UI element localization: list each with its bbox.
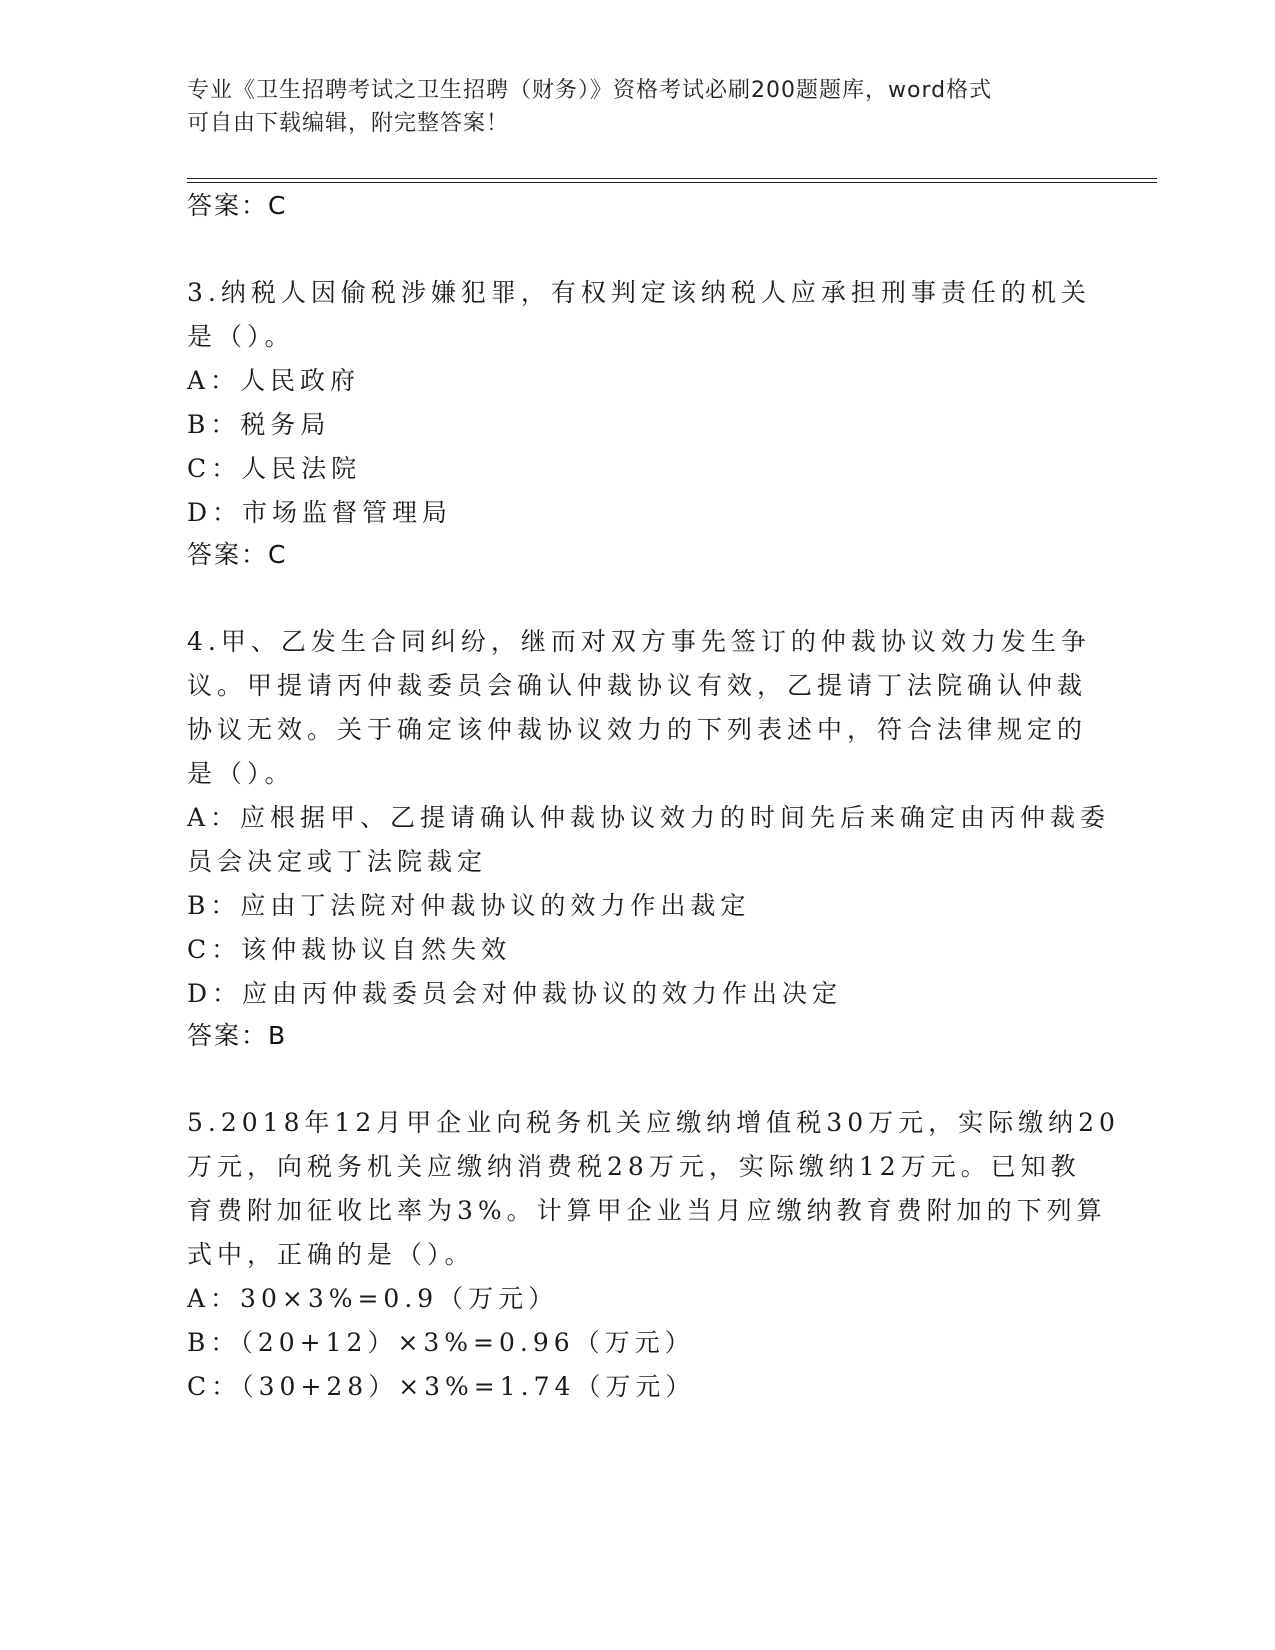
q4-stem-line-4: 是（）。: [187, 759, 295, 788]
q4-stem-line-2: 议。甲提请丙仲裁委员会确认仲裁协议有效，乙提请丁法院确认仲裁: [187, 671, 1088, 700]
q5-option-b: B：（20+12）×3%=0.96（万元）: [187, 1328, 695, 1357]
q4-option-b: B：应由丁法院对仲裁协议的效力作出裁定: [187, 891, 751, 920]
q3-option-a: A：人民政府: [187, 366, 361, 395]
q3-stem-line-1: 3.纳税人因偷税涉嫌犯罪，有权判定该纳税人应承担刑事责任的机关: [187, 278, 1091, 307]
q3-stem-line-2: 是（）。: [187, 322, 295, 351]
q5-stem-line-4: 式中，正确的是（）。: [187, 1240, 475, 1269]
q4-stem-line-3: 协议无效。关于确定该仲裁协议效力的下列表述中，符合法律规定的: [187, 715, 1088, 744]
q5-option-a: A：30×3%=0.9（万元）: [187, 1284, 559, 1313]
header-line-2: 可自由下载编辑，附完整答案！: [187, 111, 510, 136]
q3-answer: 答案：C: [187, 540, 288, 569]
q3-option-d: D：市场监督管理局: [187, 498, 453, 527]
header-divider-bottom: [187, 182, 1157, 183]
q4-answer: 答案：B: [187, 1021, 288, 1050]
q5-option-c: C：（30+28）×3%=1.74（万元）: [187, 1372, 696, 1401]
q3-option-b: B：税务局: [187, 410, 331, 439]
page-header: [187, 74, 1067, 140]
header-line-1: 专业《卫生招聘考试之卫生招聘（财务）》资格考试必刷200题题库，word格式: [187, 78, 993, 103]
q4-option-c: C：该仲裁协议自然失效: [187, 935, 512, 964]
q4-option-a-line-1: A：应根据甲、乙提请确认仲裁协议效力的时间先后来确定由丙仲裁委: [187, 803, 1111, 832]
q4-option-d: D：应由丙仲裁委员会对仲裁协议的效力作出决定: [187, 979, 843, 1008]
q5-stem-line-2: 万元，向税务机关应缴纳消费税28万元，实际缴纳12万元。已知教: [187, 1152, 1081, 1181]
q5-stem-line-3: 育费附加征收比率为3%。计算甲企业当月应缴纳教育费附加的下列算: [187, 1196, 1107, 1225]
answer-prev: 答案：C: [187, 191, 288, 220]
q4-stem-line-1: 4.甲、乙发生合同纠纷，继而对双方事先签订的仲裁协议效力发生争: [187, 627, 1091, 656]
q4-option-a-line-2: 员会决定或丁法院裁定: [187, 847, 488, 876]
q5-stem-line-1: 5.2018年12月甲企业向税务机关应缴纳增值税30万元，实际缴纳20: [187, 1108, 1120, 1137]
header-divider-top: [187, 178, 1157, 179]
q3-option-c: C：人民法院: [187, 454, 362, 483]
